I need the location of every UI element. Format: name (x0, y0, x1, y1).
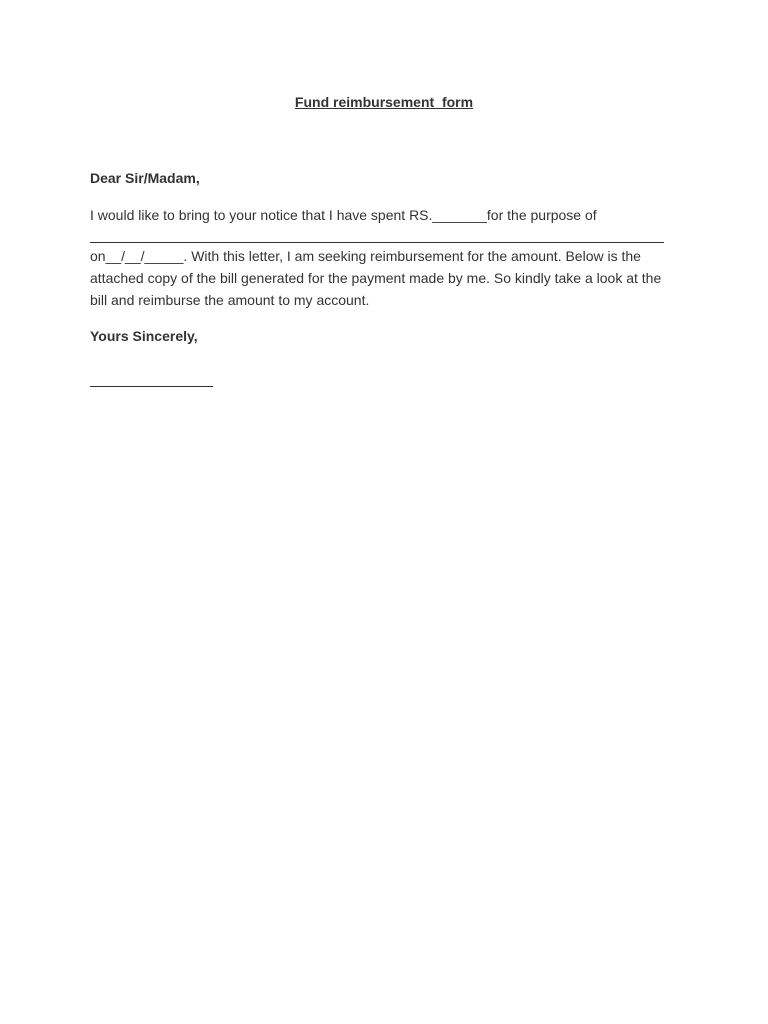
signature-line (90, 386, 213, 387)
closing: Yours Sincerely, (90, 328, 198, 344)
body-paragraph: on__/__/_____. With this letter, I am seeking reimbursement for the amount. Below is the attached copy of the bill generated for the payment made by me. So kindly take a look at the bill and reimburse the amount to my account. (90, 248, 662, 308)
body-line-1: I would like to bring to your notice that I have spent RS._______for the purpose of (90, 207, 597, 223)
form-title: Fund reimbursement form (294, 94, 474, 110)
salutation: Dear Sir/Madam, (90, 170, 200, 186)
purpose-blank-line (90, 242, 664, 243)
